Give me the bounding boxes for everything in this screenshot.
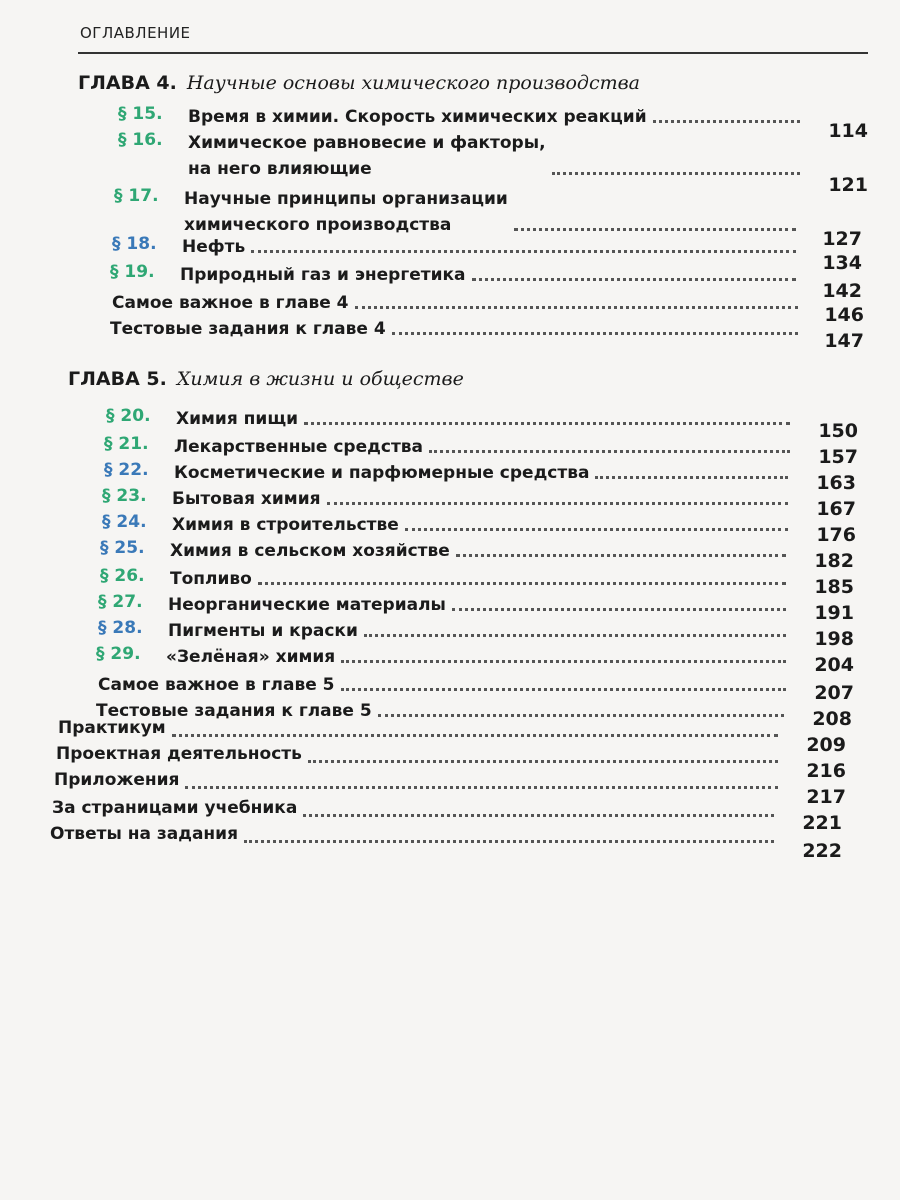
entry-title	[180, 262, 466, 288]
entry-title	[188, 104, 647, 130]
entry-title-line: Химическое равновесие и факторы,	[188, 133, 546, 153]
entry-title-line: Косметические и парфюмерные средства	[174, 463, 590, 483]
entry-title-line: Природный газ и энергетика	[180, 265, 466, 285]
leader-dots	[472, 278, 796, 281]
page-number: 121	[828, 174, 868, 196]
ch4-entry	[110, 316, 386, 342]
section-number: § 25.	[100, 538, 145, 558]
leader-dots	[452, 608, 786, 611]
entry-title-line: Лекарственные средства	[174, 437, 424, 457]
page-number: 198	[814, 628, 854, 650]
leader-dots	[456, 554, 786, 557]
section-number: § 18.	[112, 234, 157, 254]
entry-title-line: Время в химии. Скорость химических реакций	[188, 107, 647, 127]
page-number: 176	[816, 524, 856, 546]
leader-dots	[392, 332, 798, 335]
entry-title	[170, 538, 450, 564]
entry-title-line: Топливо	[170, 569, 252, 589]
ch4-entry	[110, 262, 466, 288]
page-number: 208	[812, 708, 852, 730]
entry-title	[172, 512, 399, 538]
page-number: 150	[818, 420, 858, 442]
appendix-entry: Практикум	[58, 718, 166, 738]
leader-dots	[308, 760, 778, 763]
entry-title-line: Пигменты и краски	[168, 621, 358, 641]
entry-title	[172, 486, 321, 512]
leader-dots	[303, 814, 774, 817]
header-rule	[78, 52, 868, 54]
entry-title	[98, 672, 335, 698]
leader-dots	[405, 528, 788, 531]
entry-title-line: Бытовая химия	[172, 489, 321, 509]
ch4-entry	[114, 186, 508, 238]
entry-title-line: Нефть	[182, 237, 246, 257]
section-number: § 24.	[102, 512, 147, 532]
entry-title-line: на него влияющие	[188, 159, 372, 179]
chapter-4-label: ГЛАВА 4.	[78, 72, 177, 94]
leader-dots	[429, 450, 790, 453]
entry-title	[176, 406, 298, 432]
entry-title-line: Научные принципы организации	[184, 189, 508, 209]
entry-title-line: Самое важное в главе 4	[112, 293, 349, 313]
ch5-entry	[104, 460, 589, 486]
page-number: 217	[806, 786, 846, 808]
ch5-entry	[96, 644, 335, 670]
page-number: 207	[814, 682, 854, 704]
entry-title-line: Самое важное в главе 5	[98, 675, 335, 695]
ch5-entry	[98, 592, 446, 618]
page-number: 147	[824, 330, 864, 352]
leader-dots	[327, 502, 788, 505]
leader-dots	[364, 634, 786, 637]
ch5-entry	[100, 566, 252, 592]
section-number: § 22.	[104, 460, 149, 480]
page-number: 216	[806, 760, 846, 782]
section-number: § 29.	[96, 644, 141, 664]
leader-dots	[341, 660, 786, 663]
chapter-5-heading	[68, 368, 464, 390]
section-number: § 17.	[114, 186, 159, 206]
appendix-entry: Приложения	[54, 770, 180, 790]
leader-dots	[341, 688, 786, 691]
section-number: § 20.	[106, 406, 151, 426]
page-number: 114	[828, 120, 868, 142]
ch5-entry	[102, 486, 321, 512]
ch4-entry	[112, 290, 349, 316]
entry-title	[166, 644, 335, 670]
entry-title	[174, 434, 423, 460]
entry-title-line: Тестовые задания к главе 5	[96, 701, 372, 721]
entry-title	[184, 186, 508, 238]
ch4-entry	[118, 104, 647, 130]
entry-title	[170, 566, 252, 592]
leader-dots	[514, 228, 796, 231]
section-number: § 16.	[118, 130, 163, 150]
section-number: § 27.	[98, 592, 143, 612]
section-number: § 21.	[104, 434, 149, 454]
entry-title	[112, 290, 349, 316]
appendix-entry: Ответы на задания	[50, 824, 238, 844]
entry-title	[110, 316, 386, 342]
ch5-entry	[98, 618, 358, 644]
page-number: 182	[814, 550, 854, 572]
entry-title-line: Химия в строительстве	[172, 515, 399, 535]
leader-dots	[304, 422, 790, 425]
entry-title	[168, 618, 358, 644]
entry-title	[182, 234, 245, 260]
section-number: § 19.	[110, 262, 155, 282]
ch5-entry	[98, 672, 335, 698]
section-number: § 26.	[100, 566, 145, 586]
chapter-4-title: Научные основы химического производства	[186, 72, 640, 94]
leader-dots	[595, 476, 788, 479]
page-number: 134	[822, 252, 862, 274]
page-number: 221	[802, 812, 842, 834]
page-number: 146	[824, 304, 864, 326]
entry-title-line: Неорганические материалы	[168, 595, 446, 615]
page-number: 209	[806, 734, 846, 756]
section-number: § 28.	[98, 618, 143, 638]
leader-dots	[185, 786, 778, 789]
ch4-entry	[118, 130, 546, 182]
appendix-entry: За страницами учебника	[52, 798, 298, 818]
entry-title-line: Химия в сельском хозяйстве	[170, 541, 450, 561]
entry-title-line: «Зелёная» химия	[166, 647, 336, 667]
leader-dots	[172, 734, 778, 737]
leader-dots	[244, 840, 774, 843]
ch5-entry	[104, 434, 423, 460]
chapter-4-heading	[78, 72, 640, 94]
ch5-entry	[100, 538, 450, 564]
chapter-5-label: ГЛАВА 5.	[68, 368, 167, 390]
entry-title-line: Химия пищи	[176, 409, 299, 429]
leader-dots	[355, 306, 798, 309]
chapter-5-title: Химия в жизни и обществе	[176, 368, 464, 390]
entry-title	[174, 460, 589, 486]
leader-dots	[251, 250, 796, 253]
section-number: § 15.	[118, 104, 163, 124]
leader-dots	[552, 172, 800, 175]
page-number: 222	[802, 840, 842, 862]
ch5-entry	[106, 406, 298, 432]
entry-title	[168, 592, 446, 618]
page-number: 204	[814, 654, 854, 676]
leader-dots	[378, 714, 784, 717]
entry-title-line: Тестовые задания к главе 4	[110, 319, 386, 339]
leader-dots	[653, 120, 800, 123]
entry-title	[188, 130, 546, 182]
section-number: § 23.	[102, 486, 147, 506]
page-number: 185	[814, 576, 854, 598]
page-number: 191	[814, 602, 854, 624]
page-number: 157	[818, 446, 858, 468]
leader-dots	[258, 582, 786, 585]
appendix-entry: Проектная деятельность	[56, 744, 302, 764]
entry-title-line: химического производства	[184, 215, 452, 235]
ch4-entry	[112, 234, 245, 260]
page-number: 127	[822, 228, 862, 250]
page-number: 167	[816, 498, 856, 520]
ch5-entry	[102, 512, 399, 538]
running-header: ОГЛАВЛЕНИЕ	[80, 24, 191, 42]
page-number: 142	[822, 280, 862, 302]
page-number: 163	[816, 472, 856, 494]
